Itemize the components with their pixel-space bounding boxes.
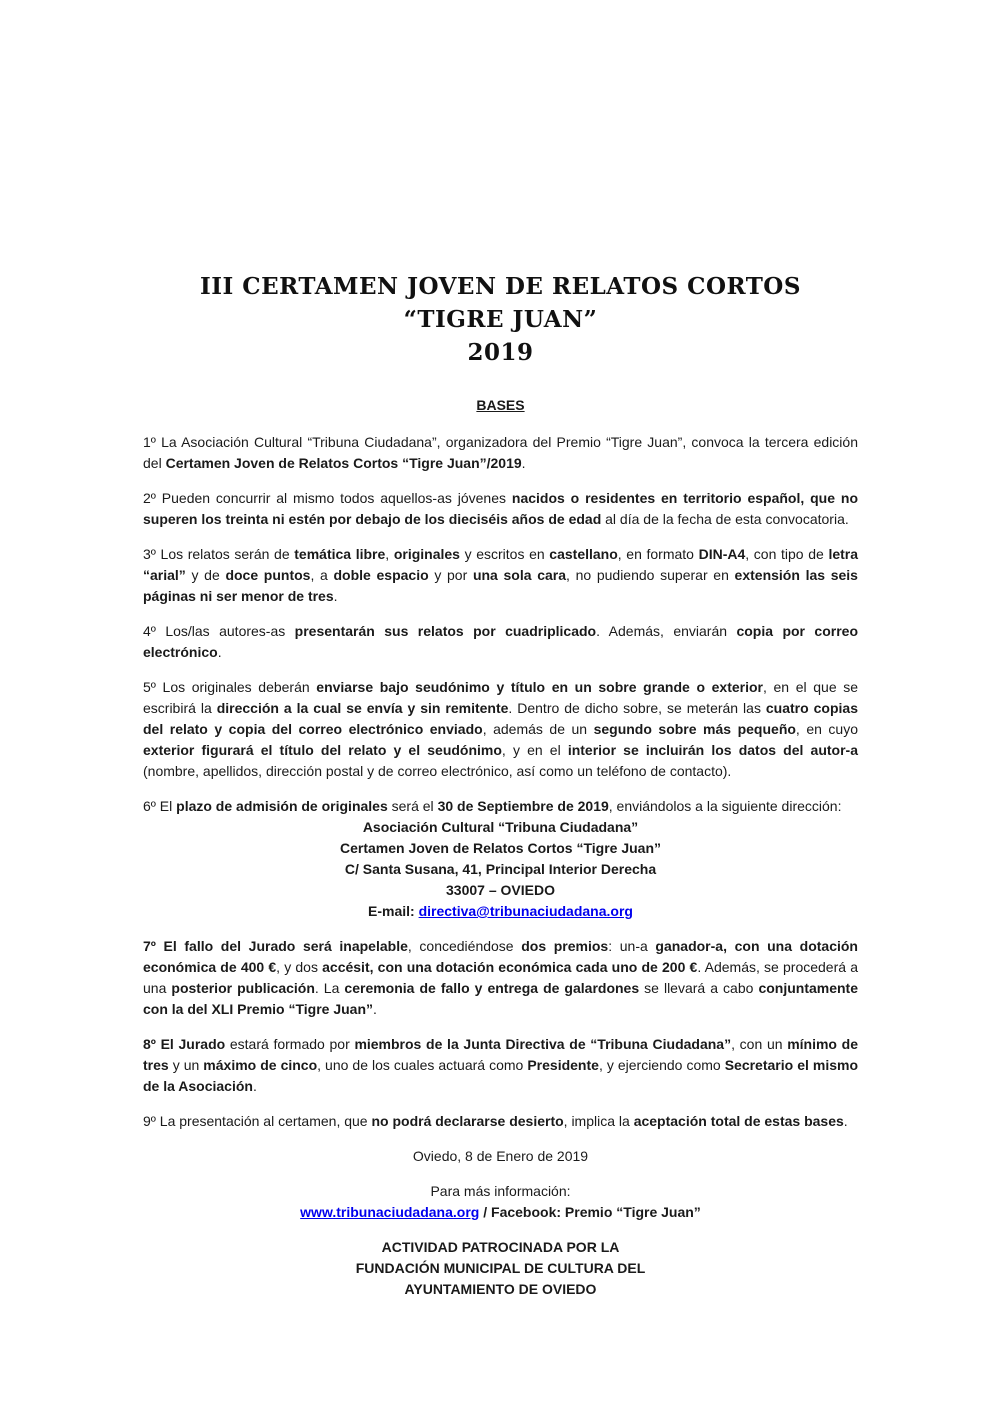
text-run: posterior publicación (171, 980, 315, 996)
text-run: segundo sobre más pequeño (593, 721, 796, 737)
text-run: Para más información: (430, 1183, 571, 1199)
text-run: Certamen Joven de Relatos Cortos “Tigre Juan” (339, 840, 662, 856)
text-run: interior se incluirán los datos del autor-a (567, 742, 858, 758)
sponsor-line-3 (143, 1279, 858, 1300)
text-run: aceptación total de estas bases (633, 1113, 844, 1129)
text-run: doble espacio (333, 567, 429, 583)
text-run: Oviedo, 8 de Enero de 2019 (412, 1148, 589, 1164)
clause-4 (143, 621, 858, 663)
more-info-label (143, 1181, 858, 1202)
text-run: máximo de cinco (203, 1057, 318, 1073)
document-content (143, 270, 858, 1300)
address-line-email (143, 901, 858, 922)
text-run: . La (314, 980, 345, 996)
text-run: . Además, enviarán (596, 623, 737, 639)
text-run: copia por correo electrónico (143, 623, 859, 660)
text-run: accésit, con una dotación económica cada uno de 200 € (322, 959, 698, 975)
text-run: . Dentro de dicho sobre, se meterán las (508, 700, 766, 716)
title-line-2: “TIGRE JUAN” (403, 306, 598, 333)
text-run: FUNDACIÓN MUNICIPAL DE CULTURA DEL (355, 1260, 646, 1276)
text-run: , además de un (482, 721, 594, 737)
text-run: Asociación Cultural “Tribuna Ciudadana” (362, 819, 639, 835)
text-run: , y ejerciendo como (598, 1057, 725, 1073)
text-run: Presidente (527, 1057, 599, 1073)
text-run: dirección a la cual se envía y sin remitente (216, 700, 509, 716)
text-run: no podrá declararse desierto (371, 1113, 564, 1129)
clause-6-intro (143, 796, 858, 817)
text-run: 4º Los/las autores-as (143, 623, 295, 639)
text-run: se llevará a cabo (639, 980, 759, 996)
text-run: , con un (731, 1036, 788, 1052)
text-run: letra “arial” (143, 546, 859, 583)
text-run: . Además, se procederá a una (143, 959, 858, 996)
text-run: 7º (143, 938, 164, 954)
clause-3 (143, 544, 858, 607)
text-run: originales (393, 546, 460, 562)
text-run: nacidos o residentes en territorio español, que no superen los treinta ni estén por debajo de los dieciséis años de edad (143, 490, 858, 527)
text-run: El fallo del Jurado será inapelable (163, 938, 408, 954)
text-run: . (333, 588, 338, 604)
text-run: DIN-A4 (698, 546, 746, 562)
clause-2 (143, 488, 858, 530)
address-line-city (143, 880, 858, 901)
text-run: AYUNTAMIENTO DE OVIEDO (404, 1281, 597, 1297)
text-run: y un (168, 1057, 204, 1073)
text-run: y escritos en (459, 546, 550, 562)
text-run: . (217, 644, 222, 660)
document-body (143, 432, 858, 1300)
text-run: C/ Santa Susana, 41, Principal Interior Derecha (344, 861, 657, 877)
text-run: ganador-a, con una dotación económica de 400 € (143, 938, 858, 975)
text-run: miembros de la Junta Directiva de “Tribuna Ciudadana” (354, 1036, 732, 1052)
text-run: , enviándolos a la siguiente dirección: (608, 798, 842, 814)
clause-5 (143, 677, 858, 782)
text-run: , en formato (617, 546, 699, 562)
document-title (143, 270, 858, 369)
sponsor-line-2 (143, 1258, 858, 1279)
text-run: 33007 – OVIEDO (446, 882, 555, 898)
text-run: , a (310, 567, 334, 583)
title-line-3: 2019 (467, 339, 534, 366)
text-run: 2º Pueden concurrir al mismo todos aquellos-as jóvenes (143, 490, 512, 506)
text-run: , implica la (563, 1113, 634, 1129)
text-run: (nombre, apellidos, dirección postal y de correo electrónico, así como un teléfono de contacto). (143, 763, 732, 779)
text-run: ceremonia de fallo y entrega de galardones (344, 980, 640, 996)
text-run: : un-a (608, 938, 656, 954)
text-run: ACTIVIDAD PATROCINADA POR LA (381, 1239, 620, 1255)
clause-7 (143, 936, 858, 1020)
text-run: conjuntamente con la del XLI Premio “Tigre Juan” (143, 980, 859, 1017)
text-run: Secretario el mismo de la Asociación (143, 1057, 859, 1094)
text-run: 3º Los relatos serán de (143, 546, 295, 562)
text-run: doce puntos (225, 567, 311, 583)
text-run: exterior figurará el título del relato y el seudónimo (143, 742, 502, 758)
text-run: , concediéndose (407, 938, 522, 954)
text-run: será el (387, 798, 438, 814)
clause-8 (143, 1034, 858, 1097)
clause-9 (143, 1111, 858, 1132)
website-link[interactable]: www.tribunaciudadana.org (300, 1204, 480, 1220)
address-line-street (143, 859, 858, 880)
text-run: estará formado por (225, 1036, 355, 1052)
text-run: 1º La Asociación Cultural “Tribuna Ciudadana”, organizadora del Premio “Tigre Juan”, convoca la tercera edición del (143, 434, 858, 471)
text-run: dos premios (521, 938, 609, 954)
text-run: / Facebook: Premio “Tigre Juan” (479, 1204, 701, 1220)
text-run: y por (428, 567, 473, 583)
sponsor-line-1 (143, 1237, 858, 1258)
text-run: , en cuyo (795, 721, 858, 737)
text-run: extensión las seis páginas ni ser menor de tres (143, 567, 858, 604)
text-run: E-mail: (368, 903, 419, 919)
text-run: 30 de Septiembre de 2019 (437, 798, 609, 814)
text-run: . (373, 1001, 377, 1017)
text-run: . (252, 1078, 257, 1094)
address-line-contest (143, 838, 858, 859)
text-run: cuatro copias del relato y copia del correo electrónico enviado (143, 700, 858, 737)
text-run: , no pudiendo superar en (566, 567, 735, 583)
text-run: y de (185, 567, 226, 583)
text-run: 5º Los originales deberán (143, 679, 317, 695)
text-run: mínimo de tres (143, 1036, 859, 1073)
text-run: Certamen Joven de Relatos Cortos “Tigre Juan”/2019 (165, 455, 522, 471)
text-run: , en el que se escribirá la (143, 679, 859, 716)
email-link[interactable]: directiva@tribunaciudadana.org (418, 903, 633, 919)
address-line-association (143, 817, 858, 838)
text-run: presentarán sus relatos por cuadriplicado (294, 623, 597, 639)
text-run: , con tipo de (745, 546, 829, 562)
text-run: enviarse bajo seudónimo y título en un sobre grande o exterior (316, 679, 763, 695)
text-run: , y en el (501, 742, 568, 758)
text-run: plazo de admisión de originales (176, 798, 388, 814)
text-run: una sola cara (472, 567, 567, 583)
text-run: , uno de los cuales actuará como (317, 1057, 528, 1073)
text-run: . (521, 455, 526, 471)
text-run: , y dos (276, 959, 323, 975)
text-run: 8º (143, 1036, 161, 1052)
text-run: castellano (549, 546, 618, 562)
text-run: , (385, 546, 394, 562)
text-run: El Jurado (160, 1036, 226, 1052)
section-heading-bases: BASES (476, 397, 525, 413)
text-run: al día de la fecha de esta convocatoria. (601, 511, 849, 527)
title-line-1: III CERTAMEN JOVEN DE RELATOS CORTOS (200, 273, 801, 300)
text-run: 9º La presentación al certamen, que (143, 1113, 372, 1129)
text-run: temática libre (294, 546, 386, 562)
text-run: 6º El (143, 798, 177, 814)
text-run: . (843, 1113, 848, 1129)
more-info-links (143, 1202, 858, 1223)
date-line (143, 1146, 858, 1167)
clause-1 (143, 432, 858, 474)
